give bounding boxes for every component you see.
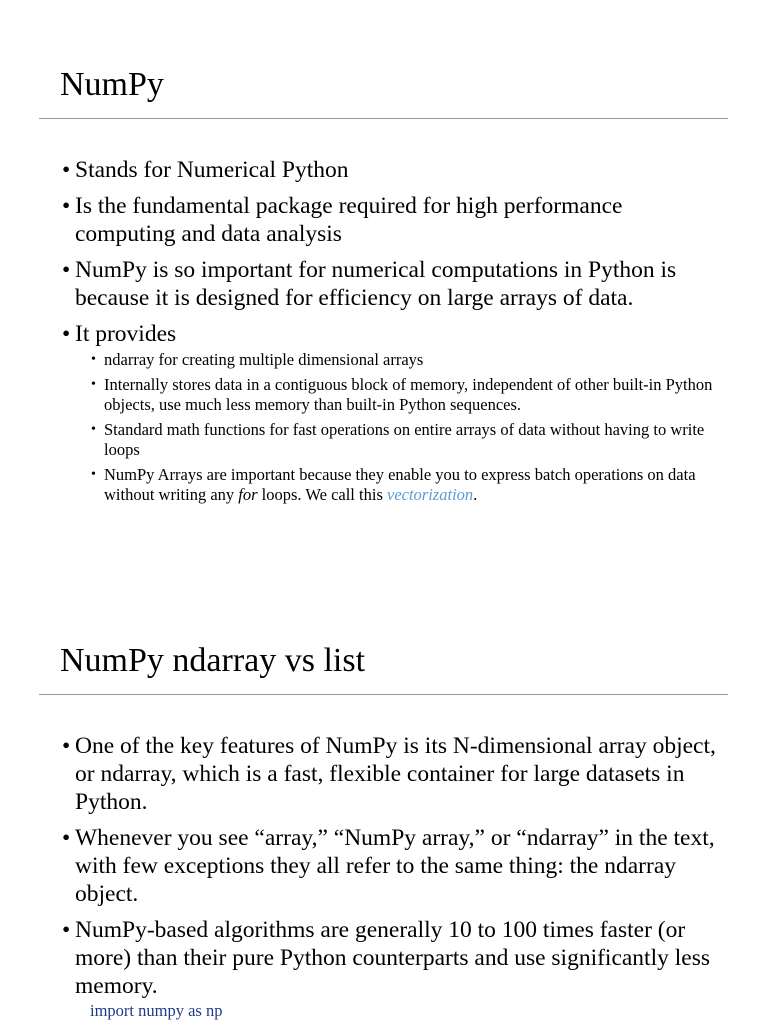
slide1-title-divider	[39, 118, 728, 119]
slide2-bullet	[62, 732, 722, 816]
sub-bullet-text: ndarray for creating multiple dimensional arrays	[104, 350, 424, 369]
bullet-marker: •	[91, 421, 96, 437]
bullet-text: It provides	[75, 321, 177, 347]
slide2-bullet	[62, 916, 722, 1000]
slide1-bullet-list	[62, 156, 722, 514]
bullet-text: Stands for Numerical Python	[75, 157, 349, 183]
sub-bullet-text-part: loops. We call this	[257, 485, 387, 504]
slide2-title-divider	[39, 694, 728, 695]
sub-bullet-text-part: NumPy Arrays are important because they enable you to express batch operations on data without writing any	[104, 464, 696, 504]
bullet-marker: •	[62, 917, 71, 943]
bullet-text: One of the key features of NumPy is its N-dimensional array object, or ndarray, which is a fast, flexible container for large datasets in Python.	[75, 733, 716, 815]
slide1-bullet	[62, 256, 722, 312]
sub-bullet-text: Standard math functions for fast operations on entire arrays of data without having to write loops	[104, 419, 705, 459]
code-import-line: import numpy as np	[90, 1001, 223, 1020]
bullet-text: NumPy-based algorithms are generally 10 to 100 times faster (or more) than their pure Python counterparts and use significantly less memory.	[75, 917, 710, 999]
bullet-marker: •	[62, 825, 71, 851]
slide2-bullet	[62, 824, 722, 908]
bullet-text: Is the fundamental package required for high performance computing and data analysis	[75, 193, 623, 247]
bullet-marker: •	[62, 157, 71, 183]
bullet-text: NumPy is so important for numerical computations in Python is because it is designed for efficiency on large arrays of data.	[75, 257, 677, 311]
slide2-title: NumPy ndarray vs list	[60, 642, 366, 679]
italic-for-keyword: for	[238, 485, 258, 504]
slide1-title: NumPy	[60, 66, 164, 103]
bullet-marker: •	[62, 733, 71, 759]
bullet-marker: •	[62, 193, 71, 219]
slide1-bullet	[62, 156, 722, 184]
sub-bullet-text	[104, 465, 696, 505]
slide1-bullet	[62, 320, 722, 506]
vectorization-link[interactable]: vectorization	[387, 485, 474, 504]
slide1-bullet	[62, 192, 722, 248]
bullet-marker: •	[62, 321, 71, 347]
bullet-marker: •	[62, 257, 71, 283]
bullet-marker: •	[91, 376, 96, 392]
slide1-sub-bullet	[91, 465, 722, 506]
bullet-marker: •	[91, 352, 96, 367]
slide1-sub-bullet	[91, 420, 722, 461]
bullet-text: Whenever you see “array,” “NumPy array,” or “ndarray” in the text, with few exceptions they all refer to the same thing: the ndarray object.	[75, 825, 715, 907]
slide2-bullet-list	[62, 732, 722, 1008]
slide1-sub-bullet-list	[91, 350, 722, 506]
slide1-sub-bullet	[91, 375, 722, 416]
sub-bullet-text: Internally stores data in a contiguous block of memory, independent of other built-in Python objects, use much less memory than built-in Python sequences.	[104, 374, 713, 414]
bullet-marker: •	[91, 466, 96, 482]
slide1-sub-bullet	[91, 350, 722, 371]
sub-bullet-text-part: .	[473, 485, 478, 504]
